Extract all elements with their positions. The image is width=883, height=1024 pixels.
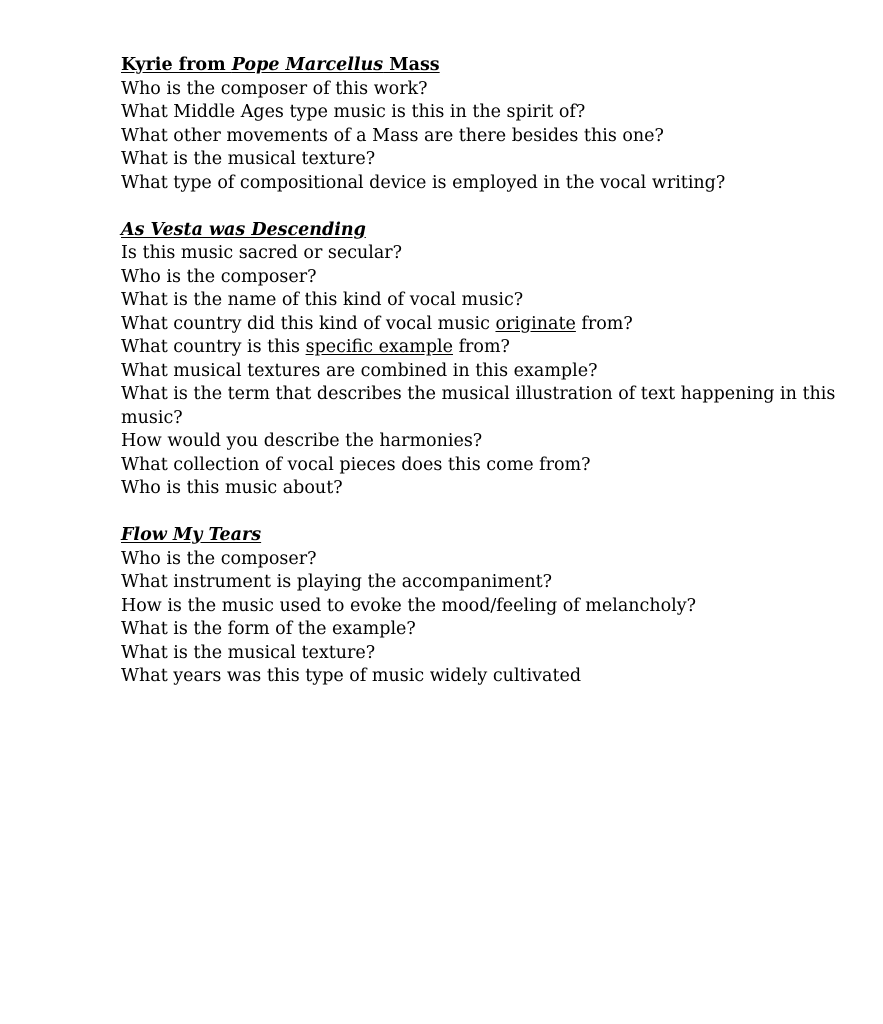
heading-italic-title: Flow My Tears [121, 525, 262, 545]
section-as-vesta [121, 219, 841, 501]
question-line: What is the term that describes the musical illustration of text happening in this music? [121, 384, 841, 428]
section-heading [121, 524, 841, 548]
section-kyrie [121, 54, 841, 195]
question-text: from? [575, 313, 633, 334]
question-line: What musical textures are combined in this example? [121, 360, 598, 381]
underlined-term: specific example [305, 337, 453, 357]
question-text: What country is this [121, 337, 306, 357]
question-line: What is the form of the example? [121, 619, 416, 639]
heading-text: Mass [383, 55, 440, 75]
question-line: What Middle Ages type music is this in the spirit of? [121, 102, 586, 122]
question-line: How is the music used to evoke the mood/feeling of melancholy? [121, 595, 697, 616]
heading-italic-title: As Vesta was Descending [121, 219, 366, 240]
question-line: What instrument is playing the accompaniment? [121, 572, 553, 592]
document-page [121, 54, 841, 712]
underlined-term: originate [495, 313, 576, 334]
question-line: What is the musical texture? [121, 642, 376, 663]
question-line: Who is the composer of this work? [121, 78, 428, 99]
section-heading [121, 219, 841, 243]
section-heading [121, 54, 841, 78]
question-line: What collection of vocal pieces does this come from? [121, 454, 591, 475]
question-line: Who is the composer? [121, 548, 317, 569]
question-line: Who is the composer? [121, 266, 317, 287]
question-line [121, 313, 841, 337]
question-text: What country did this kind of vocal music [121, 313, 496, 334]
question-line: What is the musical texture? [121, 149, 376, 169]
question-line [121, 336, 841, 360]
question-line: Is this music sacred or secular? [121, 243, 403, 263]
heading-text: Kyrie from [121, 55, 232, 75]
question-line: What is the name of this kind of vocal music? [121, 290, 524, 310]
question-line: How would you describe the harmonies? [121, 431, 483, 451]
question-line: What other movements of a Mass are there besides this one? [121, 125, 664, 146]
question-line: What type of compositional device is employed in the vocal writing? [121, 172, 726, 193]
question-text: from? [453, 337, 510, 357]
section-flow-my-tears [121, 524, 841, 689]
question-line: Who is this music about? [121, 478, 343, 498]
heading-italic-title: Pope Marcellus [231, 55, 384, 75]
question-line: What years was this type of music widely cultivated [121, 666, 582, 686]
